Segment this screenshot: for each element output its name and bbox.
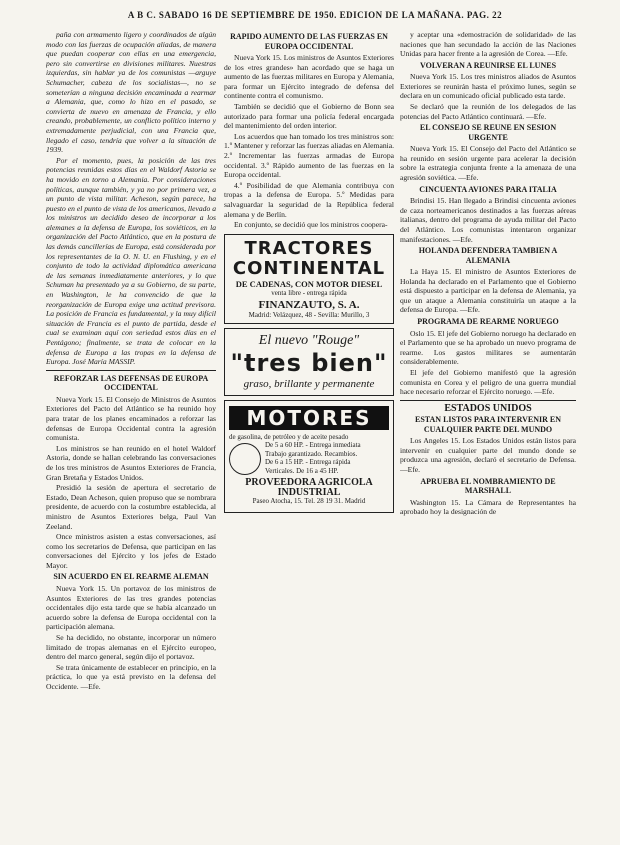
article-paragraph: Los acuerdos que han tomado los tres ministros son: 1.º Mantener y reforzar las fuerzas aliadas en Alemania. 2.º Incrementar las fuerzas armadas de Europa occidental. 3.º Rápido aumento de las fuerzas en la Europa occidental. [224,131,394,180]
page-header: A B C. SABADO 16 DE SEPTIEMBRE DE 1950. EDICION DE LA MAÑANA. PAG. 22 [127,10,503,20]
headline: VOLVERAN A REUNIRSE EL LUNES [419,60,557,70]
article-paragraph: Presidió la sesión de apertura el secretario de Estado, Dean Acheson, quien propuso que se nombrara presidente, de acuerdo con la costumbre establecida, al ministro de Asuntos Exteriores belga, Paul Van Zeeland. [46,483,216,531]
ad-tagline: graso, brillante y permanente [243,377,375,390]
article-paragraph: 4.º Posibilidad de que Alemania contribuya con tropas a la defensa de Europa. 5.º Medidas para salvaguardar la seguridad de la República federal alemana y de Berlín. [224,180,394,219]
ad-subtitle: DE CADENAS, CON MOTOR DIESEL [235,278,383,289]
ad-address: Paseo Atocha, 15. Tel. 28 19 31. Madrid [252,497,366,506]
ad-item: De 5 a 60 HP. - Entrega inmediata [265,441,361,450]
article-paragraph: Se trata únicamente de establecer en principio, en la práctica, lo que ya está previsto en la defensa del Occidente. —Efe. [46,662,216,691]
article-paragraph: Nueva York 15. El Consejo del Pacto del Atlántico se ha reunido en sesión urgente para acelerar la decisión sobre la estrategia conjunta frente a la amenaza de una agresión soviética. —Efe. [400,144,576,183]
divider [400,400,576,401]
article-paragraph: También se decidió que el Gobierno de Bonn sea autorizado para formar una policía federal encargada del mantenimiento del orden interior. [224,101,394,131]
article-paragraph: El jefe del Gobierno manifestó que la agresión comunista en Corea y el peligro de una guerra mundial hace necesario reforzar el Ejército noruego. —Efe. [400,367,576,397]
column-right [400,30,576,838]
ad-item: De 6 a 15 HP. - Entrega rápida [265,458,351,467]
article-paragraph: Por el momento, pues, la posición de las tres potencias reunidas estos días en el Waldorf Astoria se ha movido en torno a Alemania. Por consideraciones políticas, aunque también, y ya no por primera vez, a un punto de vista militar. Acheson, según parece, ha puesto en el punto de vista de los americanos, llevado a los ministros un decidido deseo de incorporar a los alemanes a la defensa de Europa, los soviéticos, en la organización del Pacto Atlántico, que en la postura de las demás cancillerías de Europa, está considerada por los representantes de la O. N. U. en Flushing, y en el conjunto de todo la actividad diplomática americana de las semanas inmediatamente anteriores, y lo que Schuman ha presentado ya a su Gobierno, de su parte, en Washington, le ha convencido de que la reorganización de Europa exige una actitud previsora. La posición de Francia es fundamental, y la muy difícil situación de Francia es el punto de partida, desde el cual se examinan aquí con seriedad estos días en el Pentágono; finalmente, se trata de colocar en la defensa de Europa a las tropas en la defensa de Europa. José María MASSIP. [46,155,216,367]
ad-title: TRACTORES [244,237,374,259]
headline: HOLANDA DEFENDERA TAMBIEN A ALEMANIA [418,246,558,265]
article-paragraph: Brindisi 15. Han llegado a Brindisi cincuenta aviones de caza norteamericanos destinados a las fuerzas aéreas italianas, dentro del programa de ayuda militar del Pacto del Atlántico. Los comunistas intentaron organizar manifestaciones. —Efe. [400,196,576,244]
ad-item: Verticales. De 16 a 45 HP. [265,466,339,475]
column-left [46,30,216,838]
advertisement-motores [224,400,394,513]
headline: ESTAN LISTOS PARA INTERVENIR EN CUALQUIER PARTE DEL MUNDO [415,415,561,434]
headline: SIN ACUERDO EN EL REARME ALEMAN [53,572,209,582]
ad-firm: PROVEEDORA AGRICOLA INDUSTRIAL [245,477,373,498]
headline: APRUEBA EL NOMBRAMIENTO DE MARSHALL [420,476,556,496]
article-paragraph: Oslo 15. El jefe del Gobierno noruego ha declarado en el Parlamento que se ha aprobado un nuevo programa de rearme. Los gastos militares se aumentarán considerablemente. [400,328,576,367]
article-paragraph: Se declaró que la reunión de los delegados de las potencias del Pacto Atlántico continuará. —Efe. [400,102,576,121]
article-paragraph: Washington 15. La Cámara de Representantes ha aprobado hoy la designación de [400,497,576,517]
article-paragraph: Nueva York 15. Los tres ministros aliados de Asuntos Exteriores se reunirán hasta el próximo lunes, según se declara en un comunicado oficial publicado esta tarde. [400,72,576,101]
advertisement-tractores [224,234,394,324]
advertisement-rouge [224,328,394,396]
article-paragraph: Nueva York 15. Los ministros de Asuntos Exteriores de los «tres grandes» han acordado que se haga un aumento de las fuerzas militares en Europa y Alemania, para formar un Ejército integrado de defensa del continente contra el comunismo. [224,53,394,101]
column-middle [224,30,394,838]
ad-item: Trabajo garantizado. Recambios. [265,449,358,458]
ad-address: Madrid: Velázquez, 48 - Sevilla: Murillo, 3 [248,311,370,320]
ad-title: MOTORES [229,406,389,430]
ad-text: venta libre - entrega rápida [271,288,347,297]
logo-icon [229,443,261,475]
headline: EL CONSEJO SE REUNE EN SESION URGENTE [419,123,557,142]
article-paragraph: Nueva York 15. Un portavoz de los ministros de Asuntos Exteriores de las tres grandes potencias occidentales dijo esta tarde que se había alcanzado un acuerdo sobre la defensa de Europa occidental con la participación alemana. [46,583,216,632]
ad-title: CONTINENTAL [232,257,386,279]
ad-title: El nuevo "Rouge" [258,332,360,348]
article-paragraph: Los Angeles 15. Los Estados Unidos están listos para intervenir en cualquier parte del mundo donde se produzca una agresión, declaró el secretario de Defensa. —Efe. [400,436,576,474]
article-paragraph: Once ministros asisten a estas conversaciones, así como los secretarios de Defensa, que participan en las conversaciones del Ejército y los jefes de Estado Mayor. [46,532,216,570]
section-headline: ESTADOS UNIDOS [444,402,532,414]
headline: RAPIDO AUMENTO DE LAS FUERZAS EN EUROPA OCCIDENTAL [230,32,388,51]
headline: PROGRAMA DE REARME NORUEGO [417,317,559,327]
article-paragraph: Nueva York 15. El Consejo de Ministros de Asuntos Exteriores del Pacto del Atlántico se ha reunido hoy para tratar de los planes encaminados a reforzar las defensas de Europa Occidental contra la agresión comunista. [46,394,216,443]
article-paragraph: Los ministros se han reunido en el hotel Waldorf Astoria, donde se hallan celebrando las conversaciones de los tres ministros de Asuntos Exteriores de Francia, Gran Bretaña y Estados Unidos. [46,443,216,482]
article-paragraph: En conjunto, se decidió que los ministros coopera- [234,220,388,230]
headline: CINCUENTA AVIONES PARA ITALIA [419,184,557,194]
article-paragraph: paña con armamento ligero y coordinados de algún modo con las fuerzas de ocupación aliadas, de manera que puedan cooperar con ellas en una emergencia, pero sin convertirse en divisiones militares. Nuestras izquierdas, sin hablar ya de los comunistas —arguye Schumacher, cabeza de los socialistas—, no se someterían a ninguna decisión encaminada a rearmar a Alemania, que, como lo hizo en el pasado, se convierta de nuevo en amenaza de Francia, y ello creando, probablemente, un conflicto político interno y extremadamente perjudicial, con una Francia que, llegado el caso, tendría que volver a la situación de 1939. [46,30,216,155]
ad-headline: "tres bien" [230,348,388,377]
article-paragraph: y aceptar una «demostración de solidaridad» de las naciones que han secundado la acción de las Naciones Unidas para hacer frente a la agresión de Corea. —Efe. [400,30,576,59]
ad-subtitle: de gasolina, de petróleo y de aceite pesado [229,432,349,441]
article-paragraph: La Haya 15. El ministro de Asuntos Exteriores de Holanda ha declarado en el Parlamento que el Gobierno está dispuesto a participar en la defensa de Alemania, ya que un ataque a Alemania constituiría un ataque a la defensa de Europa. —Efe. [400,267,576,315]
headline: REFORZAR LAS DEFENSAS DE EUROPA OCCIDENTAL [53,373,209,393]
divider [46,370,216,371]
ad-firm: FINANZAUTO, S. A. [258,299,360,312]
article-paragraph: Se ha decidido, no obstante, incorporar un número limitado de tropas alemanas en el Ejército europeo, dentro del marco general, según dijo el portavoz. [46,632,216,662]
